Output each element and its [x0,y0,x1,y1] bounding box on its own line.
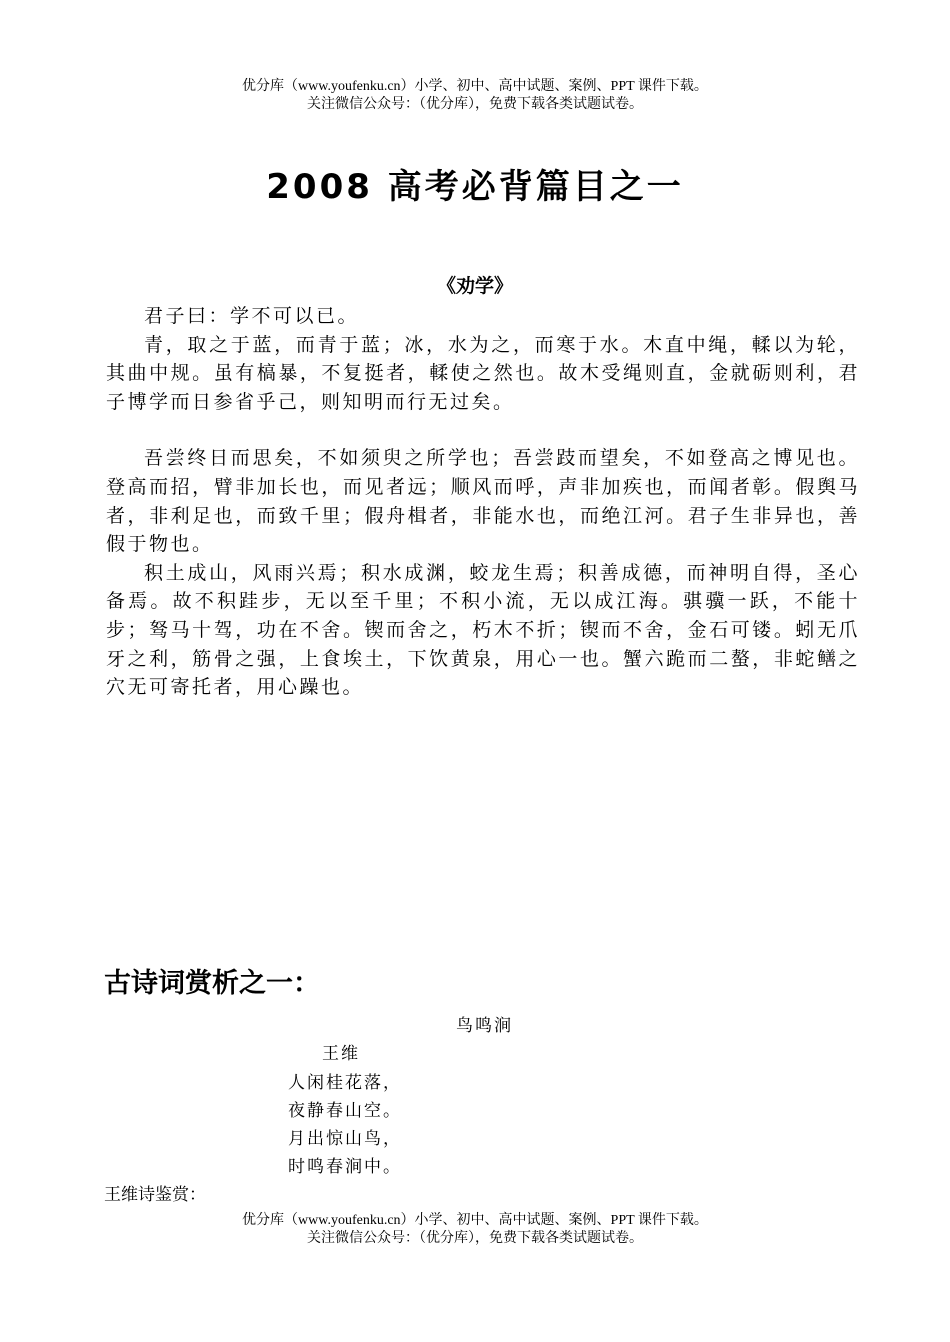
document-title: 2008 高考必背篇目之一 [266,167,684,207]
essay-body [106,302,860,702]
poetry-section-heading: 古诗词赏析之一： [104,968,320,999]
essay-paragraph-2: 青，取之于蓝，而青于蓝；冰，水为之，而寒于水。木直中绳，輮以为轮，其曲中规。虽有槁暴，不复挺者，輮使之然也。故木受绳则直，金就砺则利，君子博学而日参省乎己，则知明而行无过矣。 [106,333,860,413]
poem-title: 鸟鸣涧 [456,1016,513,1036]
header-line-2: 关注微信公众号：（优分库），免费下载各类试题试卷。 [307,97,643,112]
poem-line-2: 夜静春山空。 [288,1101,402,1121]
page-footer [0,1212,950,1248]
poem-line-3: 月出惊山鸟， [288,1129,402,1149]
essay-paragraph-4: 积土成山，风雨兴焉；积水成渊，蛟龙生焉；积善成德，而神明自得，圣心备焉。故不积跬步，无以至千里；不积小流，无以成江海。骐骥一跃，不能十步；驽马十驾，功在不舍。锲而舍之，朽木不折；锲而不舍，金石可镂。蚓无爪牙之利，筋骨之强，上食埃土，下饮黄泉，用心一也。蟹六跪而二螯，非蛇鳝之穴无可寄托者，用心躁也。 [106,561,860,699]
footer-line-2: 关注微信公众号：（优分库），免费下载各类试题试卷。 [307,1231,643,1246]
poem-line-1: 人闲桂花落， [288,1073,402,1093]
poem-author: 王维 [322,1044,360,1064]
page-header [0,78,950,114]
header-line-1: 优分库（www.youfenku.cn）小学、初中、高中试题、案例、PPT 课件下载。 [242,79,708,94]
poem-line-4: 时鸣春涧中。 [288,1157,402,1177]
essay-paragraph-1: 君子曰：学不可以已。 [144,305,360,327]
essay-title: 《劝学》 [436,275,513,297]
footer-line-1: 优分库（www.youfenku.cn）小学、初中、高中试题、案例、PPT 课件下载。 [242,1213,708,1228]
poem-lines [288,1069,402,1181]
essay-paragraph-3: 吾尝终日而思矣，不如须臾之所学也；吾尝跂而望矣，不如登高之博见也。登高而招，臂非加长也，而见者远；顺风而呼，声非加疾也，而闻者彰。假舆马者，非利足也，而致千里；假舟楫者，非能水也，而绝江河。君子生非异也，善假于物也。 [106,447,860,556]
appreciation-label: 王维诗鉴赏： [104,1185,206,1204]
